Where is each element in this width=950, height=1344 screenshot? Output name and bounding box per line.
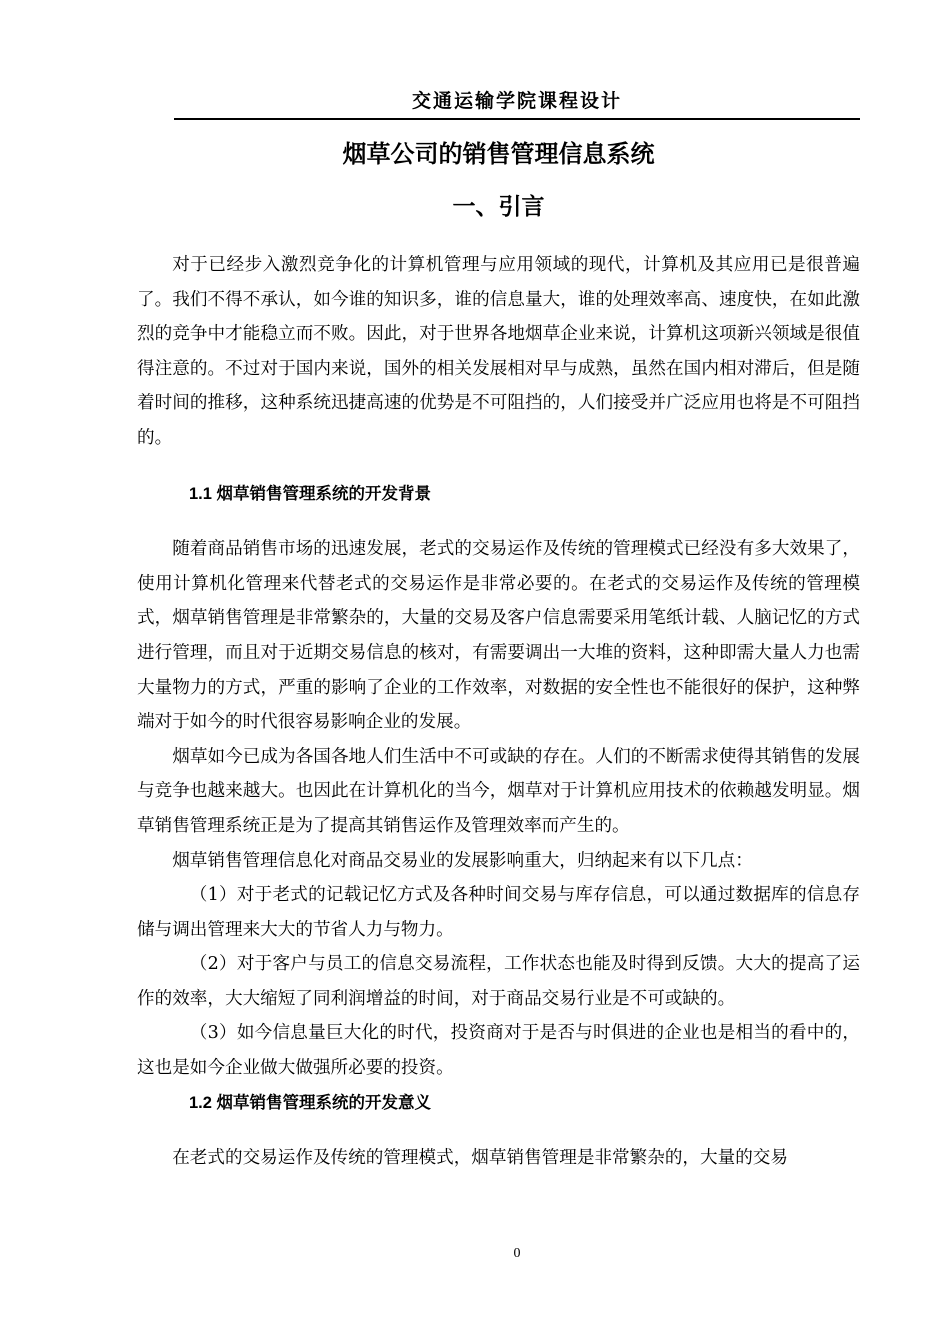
header-rule [174,118,860,120]
body-content [137,248,860,1176]
running-header: 交通运输学院课程设计 [411,90,622,112]
significance-paragraph: 在老式的交易运作及传统的管理模式，烟草销售管理是非常繁杂的，大量的交易 [172,1148,788,1169]
subsection-heading-background: 1.1 烟草销售管理系统的开发背景 [189,484,432,503]
list-item-1: （1）对于老式的记载记忆方式及各种时间交易与库存信息，可以通过数据库的信息存储与调出管理来大大的节省人力与物力。 [137,885,860,940]
document-title: 烟草公司的销售管理信息系统 [342,140,655,168]
intro-paragraph: 对于已经步入激烈竞争化的计算机管理与应用领域的现代，计算机及其应用已是很普遍了。我们不得不承认，如今谁的知识多，谁的信息量大，谁的处理效率高、速度快，在如此激烈的竞争中才能稳立而不败。因此，对于世界各地烟草企业来说，计算机这项新兴领域是很值得注意的。不过对于国内来说，国外的相关发展相对早与成熟，虽然在国内相对滞后，但是随着时间的推移，这种系统迅捷高速的优势是不可阻挡的，人们接受并广泛应用也将是不可阻挡的。 [137,255,860,448]
background-paragraph-2: 烟草如今已成为各国各地人们生活中不可或缺的存在。人们的不断需求使得其销售的发展与竞争也越来越大。也因此在计算机化的当今，烟草对于计算机应用技术的依赖越发明显。烟草销售管理系统正是为了提高其销售运作及管理效率而产生的。 [137,746,860,836]
page-number: 0 [513,1246,521,1261]
list-item-2: （2）对于客户与员工的信息交易流程，工作状态也能及时得到反馈。大大的提高了运作的效率，大大缩短了同利润增益的时间，对于商品交易行业是不可或缺的。 [137,954,860,1009]
subsection-heading-significance: 1.2 烟草销售管理系统的开发意义 [189,1093,432,1112]
list-item-3: （3）如今信息量巨大化的时代，投资商对于是否与时俱进的企业也是相当的看中的，这也是如今企业做大做强所必要的投资。 [137,1023,860,1079]
background-paragraph-3: 烟草销售管理信息化对商品交易业的发展影响重大，归纳起来有以下几点： [172,850,753,871]
section-heading-introduction: 一、引言 [452,194,545,220]
background-paragraph-1: 随着商品销售市场的迅速发展，老式的交易运作及传统的管理模式已经没有多大效果了，使用计算机化管理来代替老式的交易运作是非常必要的。在老式的交易运作及传统的管理模式，烟草销售管理是非常繁杂的，大量的交易及客户信息需要采用笔纸计载、人脑记忆的方式进行管理，而且对于近期交易信息的核对，有需要调出一大堆的资料，这种即需大量人力也需大量物力的方式，严重的影响了企业的工作效率，对数据的安全性也不能很好的保护，这种弊端对于如今的时代很容易影响企业的发展。 [137,539,860,733]
